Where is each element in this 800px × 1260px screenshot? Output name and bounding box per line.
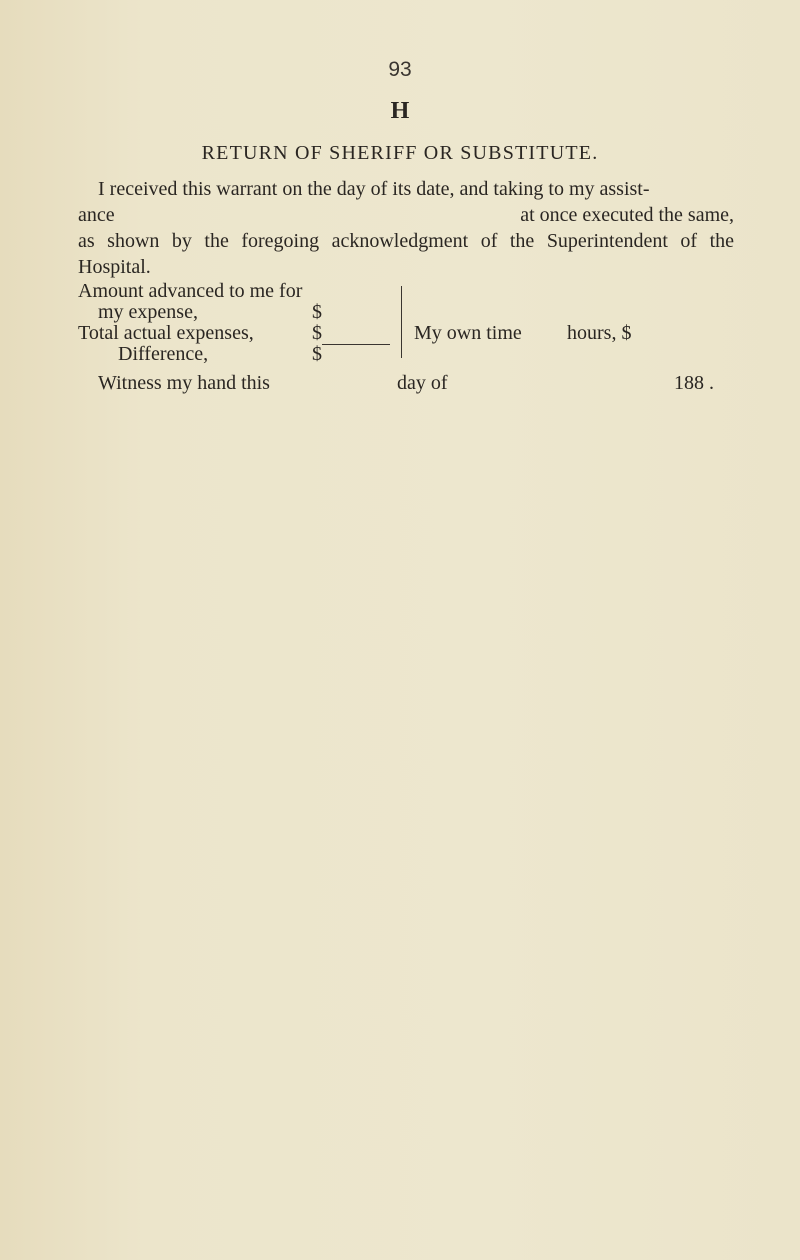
my-expense-label: my expense, [98,301,198,323]
expense-dollar-sign: $ [312,301,322,323]
sum-rule [322,344,390,345]
hours-label: hours, $ [567,322,632,344]
body-line-2-right: at once executed the same, [520,204,734,226]
column-divider [401,286,402,358]
difference-dollar-sign: $ [312,343,322,365]
body-line-4: Hospital. [78,256,151,278]
body-line-2-left: ance [78,204,115,226]
witness-label: Witness my hand this [98,372,270,394]
day-of-label: day of [397,372,448,394]
page-number: 93 [388,58,412,81]
year-label: 188 . [674,372,714,394]
page-title: RETURN OF SHERIFF OR SUBSTITUTE. [201,142,599,164]
own-time-label: My own time [414,322,522,344]
total-expenses-label: Total actual expenses, [78,322,254,344]
difference-label: Difference, [118,343,209,365]
amount-advanced-label: Amount advanced to me for [78,280,303,302]
body-line-1: I received this warrant on the day of its date, and taking to my assist- [98,178,650,200]
total-dollar-sign: $ [312,322,322,344]
section-letter: H [390,98,410,124]
body-line-3: as shown by the foregoing acknowledgment of the Superintendent of the [78,230,734,252]
